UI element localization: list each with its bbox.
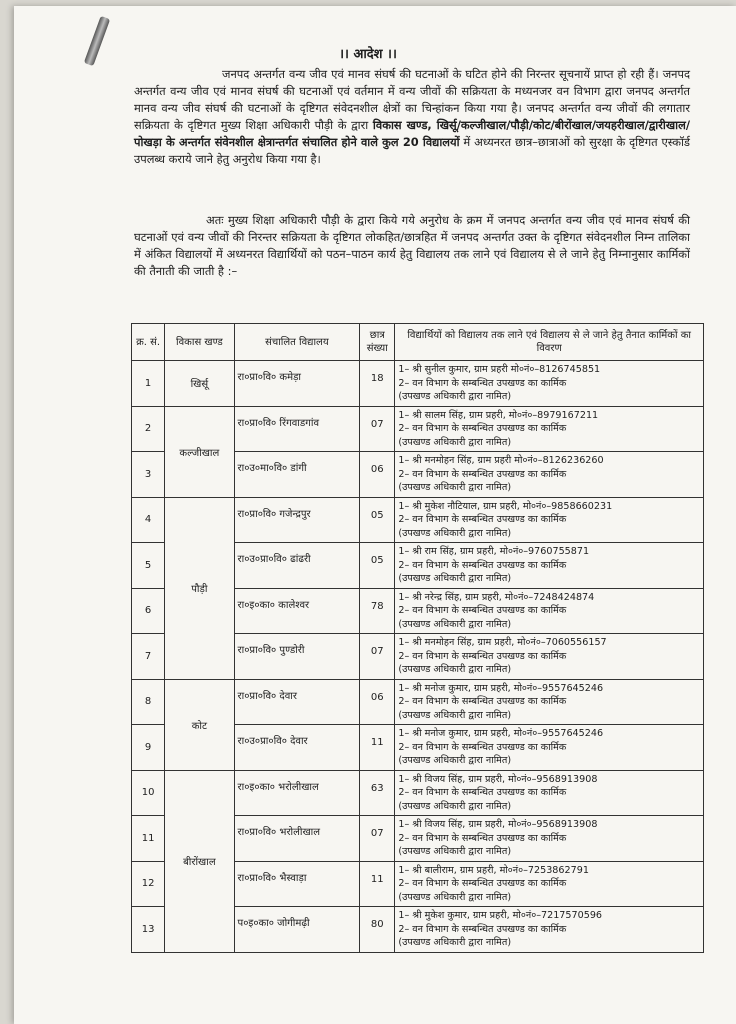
- student-count: 07: [360, 634, 395, 680]
- staff-details: [395, 770, 704, 816]
- paragraph-1: [134, 66, 690, 168]
- serial-number: 11: [132, 816, 165, 862]
- header-block: विकास खण्ड: [165, 324, 234, 361]
- table-row: [132, 679, 704, 725]
- school-name: रा०प्रा०वि० पुण्डोरी: [234, 634, 360, 680]
- staff-details: [395, 816, 704, 862]
- staff-line-forest: 2– वन विभाग के सम्बन्धित उपखण्ड का कार्मिक: [398, 787, 567, 798]
- staff-line-guard: 1– श्री नरेन्द्र सिंह, ग्राम प्रहरी, मो०नं०–7248424874: [398, 591, 595, 603]
- staff-line-note: (उपखण्ड अधिकारी द्वारा नामित): [398, 573, 512, 584]
- staff-line-forest: 2– वन विभाग के सम्बन्धित उपखण्ड का कार्मिक: [398, 468, 567, 480]
- student-count: 07: [360, 406, 395, 452]
- staff-line-forest: 2– वन विभाग के सम्बन्धित उपखण्ड का कार्मिक: [398, 559, 567, 571]
- staff-line-guard: 1– श्री राम सिंह, ग्राम प्रहरी, मो०नं०–9760755871: [398, 546, 590, 557]
- student-count: 05: [360, 543, 395, 589]
- staff-line-note: (उपखण्ड अधिकारी द्वारा नामित): [398, 755, 512, 766]
- serial-number: 4: [132, 497, 165, 543]
- serial-number: 1: [132, 361, 165, 407]
- development-block: बीरोंखाल: [165, 770, 234, 952]
- table-row: [132, 770, 704, 816]
- staff-line-guard: 1– श्री मनमोहन सिंह, ग्राम प्रहरी मो०नं०–8126236260: [398, 455, 604, 466]
- staff-line-note: (उपखण्ड अधिकारी द्वारा नामित): [398, 846, 512, 857]
- staff-line-forest: 2– वन विभाग के सम्बन्धित उपखण्ड का कार्मिक: [398, 514, 567, 525]
- staff-details: [395, 452, 704, 498]
- staff-line-guard: 1– श्री विजय सिंह, ग्राम प्रहरी, मो०नं०–9568913908: [398, 819, 598, 830]
- school-name: रा०उ०प्रा०वि० ढांढरी: [234, 543, 360, 589]
- staff-details: [395, 725, 704, 771]
- student-count: 11: [360, 861, 395, 907]
- serial-number: 8: [132, 679, 165, 725]
- staff-line-forest: 2– वन विभाग के सम्बन्धित उपखण्ड का कार्मिक: [398, 741, 567, 753]
- student-count: 05: [360, 497, 395, 543]
- student-count: 18: [360, 361, 395, 407]
- table-row: [132, 361, 704, 407]
- staff-line-forest: 2– वन विभाग के सम्बन्धित उपखण्ड का कार्मिक: [398, 923, 567, 935]
- staff-line-guard: 1– श्री मुकेश नौटियाल, ग्राम प्रहरी, मो०नं०–9858660231: [398, 500, 613, 512]
- staff-details: [395, 588, 704, 634]
- development-block: खिर्सू: [165, 361, 234, 407]
- school-name: रा०प्रा०वि० देवार: [234, 679, 360, 725]
- student-count: 78: [360, 588, 395, 634]
- serial-number: 2: [132, 406, 165, 452]
- school-name: रा०इ०का० कालेश्वर: [234, 588, 360, 634]
- serial-number: 9: [132, 725, 165, 771]
- paragraph-1-text-b: में अध्यनरत छात्र–छात्राओं को सुरक्षा के दृष्टिगत एस्कॉर्ड उपलब्ध कराये जाने हेतु अनुरोध किया गया है।: [134, 135, 690, 166]
- school-name: रा०प्रा०वि० भरोलीखाल: [234, 816, 360, 862]
- staff-line-note: (उपखण्ड अधिकारी द्वारा नामित): [398, 800, 512, 812]
- development-block: कल्जीखाल: [165, 406, 234, 497]
- staff-details: [395, 497, 704, 543]
- table-body: [132, 361, 704, 953]
- staff-line-forest: 2– वन विभाग के सम्बन्धित उपखण्ड का कार्मिक: [398, 423, 567, 434]
- staff-line-forest: 2– वन विभाग के सम्बन्धित उपखण्ड का कार्मिक: [398, 878, 567, 889]
- serial-number: 13: [132, 907, 165, 953]
- school-name: रा०उ०मा०वि० डांगी: [234, 452, 360, 498]
- school-name: रा०इ०का० भरोलीखाल: [234, 770, 360, 816]
- header-sno: क्र. सं.: [132, 324, 165, 361]
- table-row: [132, 497, 704, 543]
- serial-number: 5: [132, 543, 165, 589]
- serial-number: 7: [132, 634, 165, 680]
- staff-details: [395, 861, 704, 907]
- staff-line-guard: 1– श्री मनोज कुमार, ग्राम प्रहरी, मो०नं०–9557645246: [398, 682, 604, 694]
- student-count: 11: [360, 725, 395, 771]
- staff-line-note: (उपखण्ड अधिकारी द्वारा नामित): [398, 482, 512, 493]
- staff-line-note: (उपखण्ड अधिकारी द्वारा नामित): [398, 891, 512, 903]
- school-name: रा०उ०प्रा०वि० देवार: [234, 725, 360, 771]
- staff-line-note: (उपखण्ड अधिकारी द्वारा नामित): [398, 709, 512, 721]
- staff-line-note: (उपखण्ड अधिकारी द्वारा नामित): [398, 937, 512, 948]
- staff-details: [395, 907, 704, 953]
- development-block: पौड़ी: [165, 497, 234, 679]
- staff-line-forest: 2– वन विभाग के सम्बन्धित उपखण्ड का कार्मिक: [398, 377, 567, 389]
- serial-number: 12: [132, 861, 165, 907]
- staff-details: [395, 543, 704, 589]
- paragraph-1-bold: विकास खण्ड, खिर्सू/कल्जीखाल/पौड़ी/कोट/बीरोंखाल/जयहरीखाल/द्वारीखाल/पोखड़ा के अन्तर्गत संवेनशील क्षेत्रान्तर्गत संचालित होने वाले कुल 20 विद्यालयों: [134, 118, 690, 149]
- staff-line-note: (उपखण्ड अधिकारी द्वारा नामित): [398, 527, 512, 539]
- staff-line-forest: 2– वन विभाग के सम्बन्धित उपखण्ड का कार्मिक: [398, 832, 567, 844]
- student-count: 07: [360, 816, 395, 862]
- staff-line-guard: 1– श्री विजय सिंह, ग्राम प्रहरी, मो०नं०–9568913908: [398, 773, 598, 785]
- student-count: 63: [360, 770, 395, 816]
- staff-line-note: (उपखण्ड अधिकारी द्वारा नामित): [398, 664, 512, 675]
- staff-line-guard: 1– श्री मनोज कुमार, ग्राम प्रहरी, मो०नं०–9557645246: [398, 728, 604, 739]
- school-name: रा०प्रा०वि० कमेड़ा: [234, 361, 360, 407]
- staff-line-forest: 2– वन विभाग के सम्बन्धित उपखण्ड का कार्मिक: [398, 650, 567, 662]
- header-count: छात्र संख्या: [360, 324, 395, 361]
- student-count: 06: [360, 452, 395, 498]
- header-school: संचालित विद्यालय: [234, 324, 360, 361]
- staff-line-note: (उपखण्ड अधिकारी द्वारा नामित): [398, 618, 512, 630]
- page-title: ।। आदेश ।।: [339, 47, 397, 62]
- serial-number: 10: [132, 770, 165, 816]
- table-row: [132, 406, 704, 452]
- staff-line-guard: 1– श्री मुकेश कुमार, ग्राम प्रहरी, मो०नं०–7217570596: [398, 910, 603, 921]
- staff-line-note: (उपखण्ड अधिकारी द्वारा नामित): [398, 436, 512, 448]
- serial-number: 3: [132, 452, 165, 498]
- staff-line-guard: 1– श्री सुनील कुमार, ग्राम प्रहरी मो०नं०–8126745851: [398, 364, 601, 375]
- serial-number: 6: [132, 588, 165, 634]
- development-block: कोट: [165, 679, 234, 770]
- staff-details: [395, 406, 704, 452]
- school-name: रा०प्रा०वि० गजेन्द्रपुर: [234, 497, 360, 543]
- staff-line-note: (उपखण्ड अधिकारी द्वारा नामित): [398, 391, 512, 402]
- student-count: 06: [360, 679, 395, 725]
- paragraph-1-text-a: जनपद अन्तर्गत वन्य जीव एवं मानव संघर्ष की घटनाओं के घटित होने की निरन्तर सूचनायें प्राप्त हो रही हैं। जनपद अन्तर्गत वन्य जीव एवं मानव संघर्ष की घटनाओं एवं वर्तमान में वन्य जीवों की सक्रियता के मध्यनजर वन विभाग द्वारा जनपद अन्तर्गत मानव वन्य जीव संघर्ष की घटनाओं के दृष्टिगत संवेदनशील क्षेत्रों का चिन्हांकन किया गया है। जनपद अन्तर्गत वन्य जीवों की लगातार सक्रियता के दृष्टिगत मुख्य शिक्षा अधिकारी पौड़ी के द्वारा: [134, 67, 690, 132]
- header-detail: विद्यार्थियों को विद्यालय तक लाने एवं विद्यालय से ले जाने हेतु तैनात कार्मिकों का विवरण: [395, 324, 704, 361]
- staff-line-guard: 1– श्री मनमोहन सिंह, ग्राम प्रहरी, मो०नं०–7060556157: [398, 637, 607, 648]
- staff-line-forest: 2– वन विभाग के सम्बन्धित उपखण्ड का कार्मिक: [398, 696, 567, 707]
- staff-line-guard: 1– श्री सालम सिंह, ग्राम प्रहरी, मो०नं०–8979167211: [398, 409, 599, 421]
- school-name: रा०प्रा०वि० भैस्वाड़ा: [234, 861, 360, 907]
- school-name: प०इ०का० जोगीमढ़ी: [234, 907, 360, 953]
- escort-table: [131, 323, 704, 953]
- staff-line-forest: 2– वन विभाग के सम्बन्धित उपखण्ड का कार्मिक: [398, 605, 567, 616]
- school-name: रा०प्रा०वि० रिंगवाडगांव: [234, 406, 360, 452]
- staff-details: [395, 361, 704, 407]
- staff-line-guard: 1– श्री बालीराम, ग्राम प्रहरी, मो०नं०–7253862791: [398, 864, 589, 876]
- paragraph-2: अतः मुख्य शिक्षा अधिकारी पौड़ी के द्वारा किये गये अनुरोध के क्रम में जनपद अन्तर्गत वन्य जीव एवं मानव संघर्ष की घटनाओं एवं वन्य जीवों की निरन्तर सक्रियता के दृष्टिगत लोकहित/छात्रहित में जनपद अन्तर्गत उक्त के दृष्टिगत संवेदनशील निम्न तालिका में अंकित विद्यालयों में अध्यनरत विद्यार्थियों को पठन–पाठन कार्य हेतु विद्यालय तक लाने एवं विद्यालय से ले जाने हेतु निम्नानुसार कार्मिकों की तैनाती की जाती है :–: [134, 213, 690, 278]
- staff-details: [395, 634, 704, 680]
- staff-details: [395, 679, 704, 725]
- student-count: 80: [360, 907, 395, 953]
